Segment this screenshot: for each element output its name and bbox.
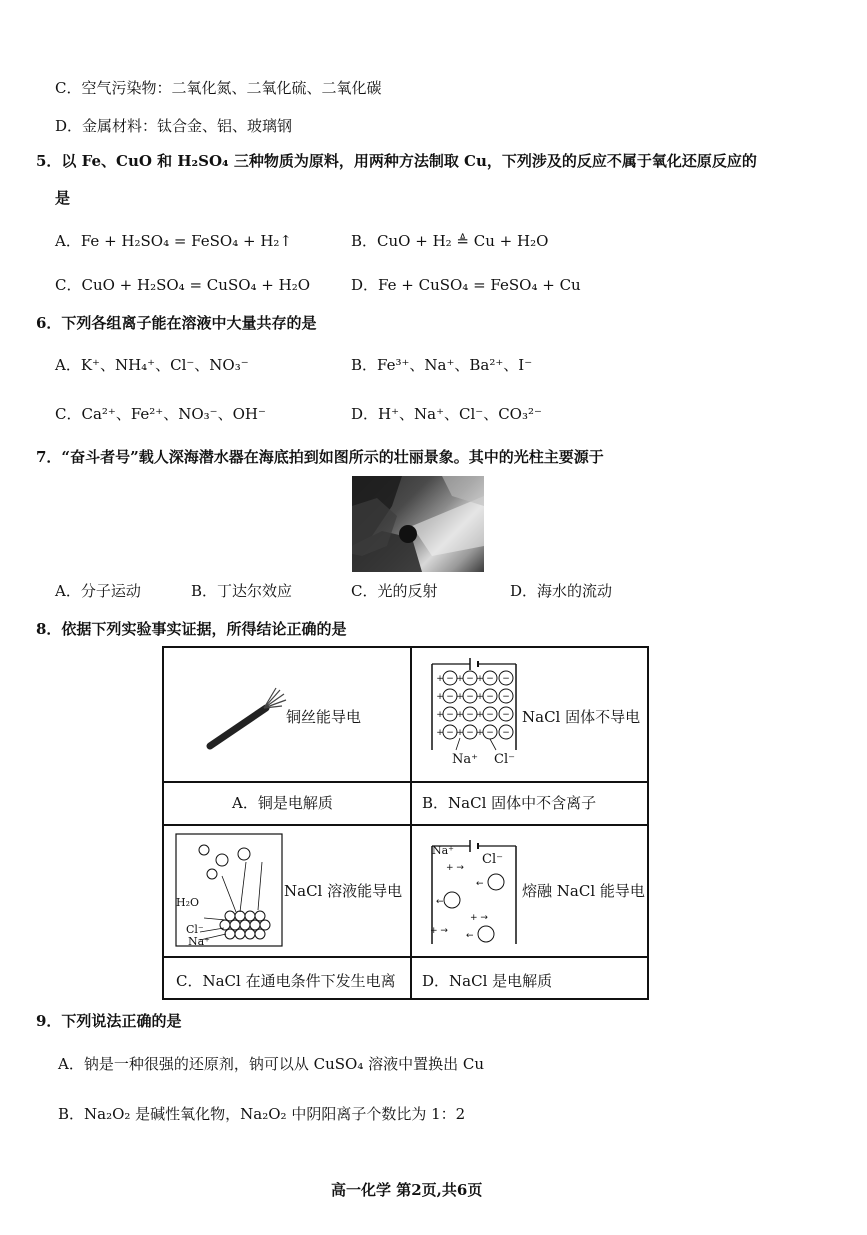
svg-text:+: + <box>476 692 484 702</box>
option-b-conclusion: B．NaCl 固体中不含离子 <box>422 794 597 812</box>
option-c-prev: C．空气污染物：二氧化氮、二氧化硫、二氧化碳 <box>55 79 382 97</box>
svg-text:+: + <box>436 674 444 684</box>
svg-text:−: − <box>486 728 494 738</box>
option-a-conclusion: A．铜是电解质 <box>232 794 333 812</box>
q5-option-a: A．Fe + H₂SO₄ = FeSO₄ + H₂↑ <box>55 232 293 250</box>
molten-cl-label: Cl⁻ <box>482 852 503 867</box>
svg-text:+ →: + → <box>446 863 464 873</box>
q5-option-c: C．CuO + H₂SO₄ = CuSO₄ + H₂O <box>55 276 311 294</box>
page-footer: 高一化学 第2页,共6页 <box>331 1181 483 1199</box>
svg-text:+: + <box>456 710 464 720</box>
svg-text:←: ← <box>436 897 444 907</box>
svg-text:+: + <box>436 710 444 720</box>
q7-option-a: A．分子运动 <box>55 582 141 600</box>
na-ion-label: Na⁺ <box>452 752 478 767</box>
svg-text:−: − <box>486 710 494 720</box>
option-d-conclusion: D．NaCl 是电解质 <box>422 972 553 990</box>
svg-text:+: + <box>436 728 444 738</box>
svg-text:−: − <box>446 674 454 684</box>
q6-stem: 6．下列各组离子能在溶液中大量共存的是 <box>36 314 317 332</box>
q8-evidence-table <box>162 646 649 1000</box>
solution-cl-label: Cl⁻ <box>186 923 204 936</box>
svg-text:−: − <box>446 710 454 720</box>
svg-text:−: − <box>502 692 510 702</box>
molten-na-label: Na⁺ <box>432 844 454 857</box>
copper-conducts-label: 铜丝能导电 <box>286 708 362 726</box>
q5-option-d: D．Fe + CuSO₄ = FeSO₄ + Cu <box>351 276 581 294</box>
q6-option-d: D．H⁺、Na⁺、Cl⁻、CO₃²⁻ <box>351 405 542 423</box>
svg-text:+ →: + → <box>430 926 448 936</box>
cl-ion-label: Cl⁻ <box>494 752 515 767</box>
q8-stem: 8．依据下列实验事实证据，所得结论正确的是 <box>36 620 347 638</box>
q9-stem: 9．下列说法正确的是 <box>36 1012 182 1030</box>
svg-text:−: − <box>466 674 474 684</box>
q5-stem: 5．以 Fe、CuO 和 H₂SO₄ 三种物质为原料，用两种方法制取 Cu，下列涉及的反应不属于氧化还原反应的 <box>36 152 757 170</box>
q9-option-b: B．Na₂O₂ 是碱性氧化物，Na₂O₂ 中阴阳离子个数比为 1：2 <box>58 1105 466 1123</box>
svg-text:−: − <box>502 710 510 720</box>
q5-option-b: B．CuO + H₂ ≜ Cu + H₂O <box>351 232 549 250</box>
q7-option-c: C．光的反射 <box>351 582 438 600</box>
svg-text:−: − <box>466 692 474 702</box>
svg-text:+: + <box>456 728 464 738</box>
water-label: H₂O <box>176 896 200 909</box>
svg-text:−: − <box>446 692 454 702</box>
svg-text:+: + <box>476 674 484 684</box>
nacl-solid-lattice-diagram <box>426 654 522 764</box>
svg-text:+: + <box>436 692 444 702</box>
svg-text:−: − <box>502 674 510 684</box>
option-d-prev: D．金属材料：钛合金、铝、玻璃钢 <box>55 117 293 135</box>
svg-text:←: ← <box>466 931 474 941</box>
nacl-solution-label: NaCl 溶液能导电 <box>284 882 403 900</box>
q9-option-a: A．钠是一种很强的还原剂，钠可以从 CuSO₄ 溶液中置换出 Cu <box>58 1055 485 1073</box>
q6-option-a: A．K⁺、NH₄⁺、Cl⁻、NO₃⁻ <box>55 356 249 374</box>
svg-text:−: − <box>486 692 494 702</box>
svg-text:−: − <box>486 674 494 684</box>
molten-nacl-label: 熔融 NaCl 能导电 <box>522 882 645 900</box>
svg-text:−: − <box>446 728 454 738</box>
q7-option-d: D．海水的流动 <box>510 582 613 600</box>
q6-option-c: C．Ca²⁺、Fe²⁺、NO₃⁻、OH⁻ <box>55 405 266 423</box>
copper-wire-illustration <box>204 684 294 754</box>
svg-text:−: − <box>466 728 474 738</box>
svg-text:−: − <box>502 728 510 738</box>
nacl-solid-label: NaCl 固体不导电 <box>522 708 641 726</box>
svg-text:−: − <box>466 710 474 720</box>
svg-text:+: + <box>456 674 464 684</box>
q7-stem: 7．“奋斗者号”载人深海潜水器在海底拍到如图所示的壮丽景象。其中的光柱主要源于 <box>36 448 604 466</box>
solution-na-label: Na⁺ <box>188 935 210 948</box>
svg-text:+: + <box>456 692 464 702</box>
option-c-conclusion: C．NaCl 在通电条件下发生电离 <box>176 972 396 990</box>
svg-text:←: ← <box>476 879 484 889</box>
deep-sea-photo <box>352 476 484 572</box>
q6-option-b: B．Fe³⁺、Na⁺、Ba²⁺、I⁻ <box>351 356 533 374</box>
q5-stem-cont: 是 <box>55 189 71 207</box>
svg-text:+ →: + → <box>470 913 488 923</box>
svg-text:+: + <box>476 710 484 720</box>
q7-option-b: B．丁达尔效应 <box>191 582 293 600</box>
svg-text:+: + <box>476 728 484 738</box>
